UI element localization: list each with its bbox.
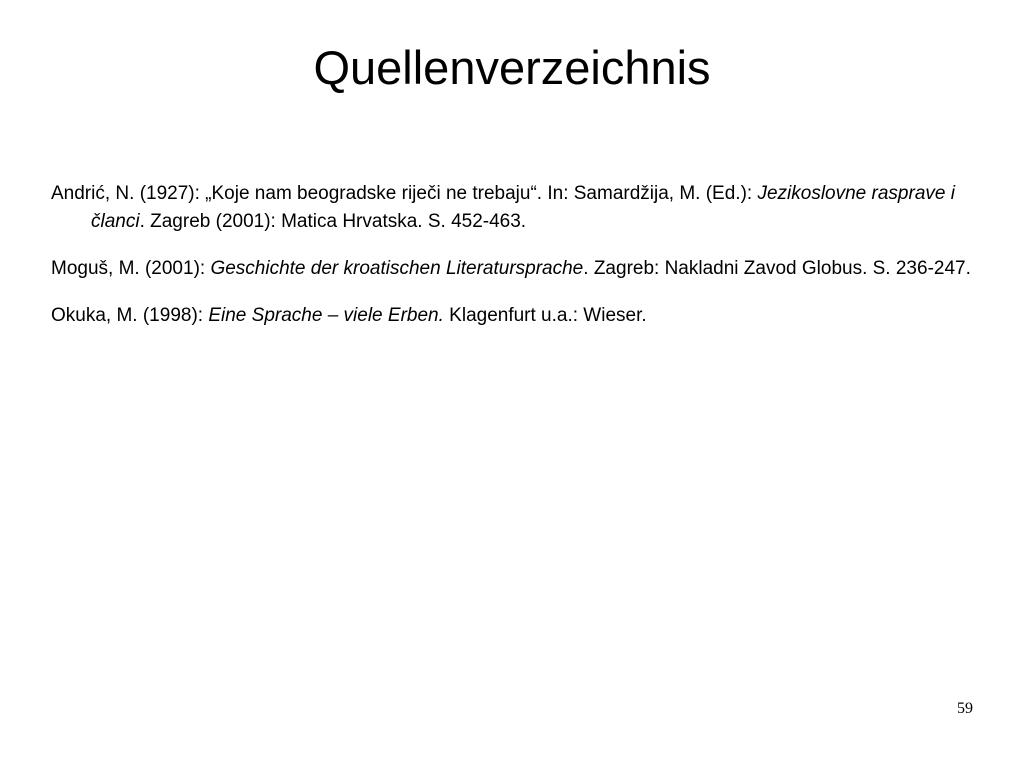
reference-title: Geschichte der kroatischen Literatursprache bbox=[210, 258, 584, 279]
reference-item-mogus bbox=[51, 255, 981, 283]
reference-publication: Klagenfurt u.a.: Wieser. bbox=[443, 305, 647, 326]
reference-list bbox=[51, 180, 981, 349]
reference-title: Eine Sprache – viele Erben. bbox=[208, 305, 444, 326]
reference-item-andric bbox=[51, 180, 981, 236]
reference-item-okuka bbox=[51, 302, 981, 330]
reference-publication: . Zagreb: Nakladni Zavod Globus. S. 236-247. bbox=[583, 258, 971, 279]
page-number: 59 bbox=[957, 700, 973, 717]
reference-title: Jezikoslovne rasprave i članci bbox=[91, 183, 955, 232]
reference-publication: . Zagreb (2001): Matica Hrvatska. S. 452-463. bbox=[139, 211, 527, 232]
reference-text: Andrić, N. (1927): „Koje nam beogradske riječi ne trebaju“. In: Samardžija, M. (Ed.): bbox=[51, 183, 758, 204]
reference-text: Okuka, M. (1998): bbox=[51, 305, 209, 326]
reference-text: Moguš, M. (2001): bbox=[51, 258, 211, 279]
slide-title: Quellenverzeichnis bbox=[313, 41, 711, 94]
